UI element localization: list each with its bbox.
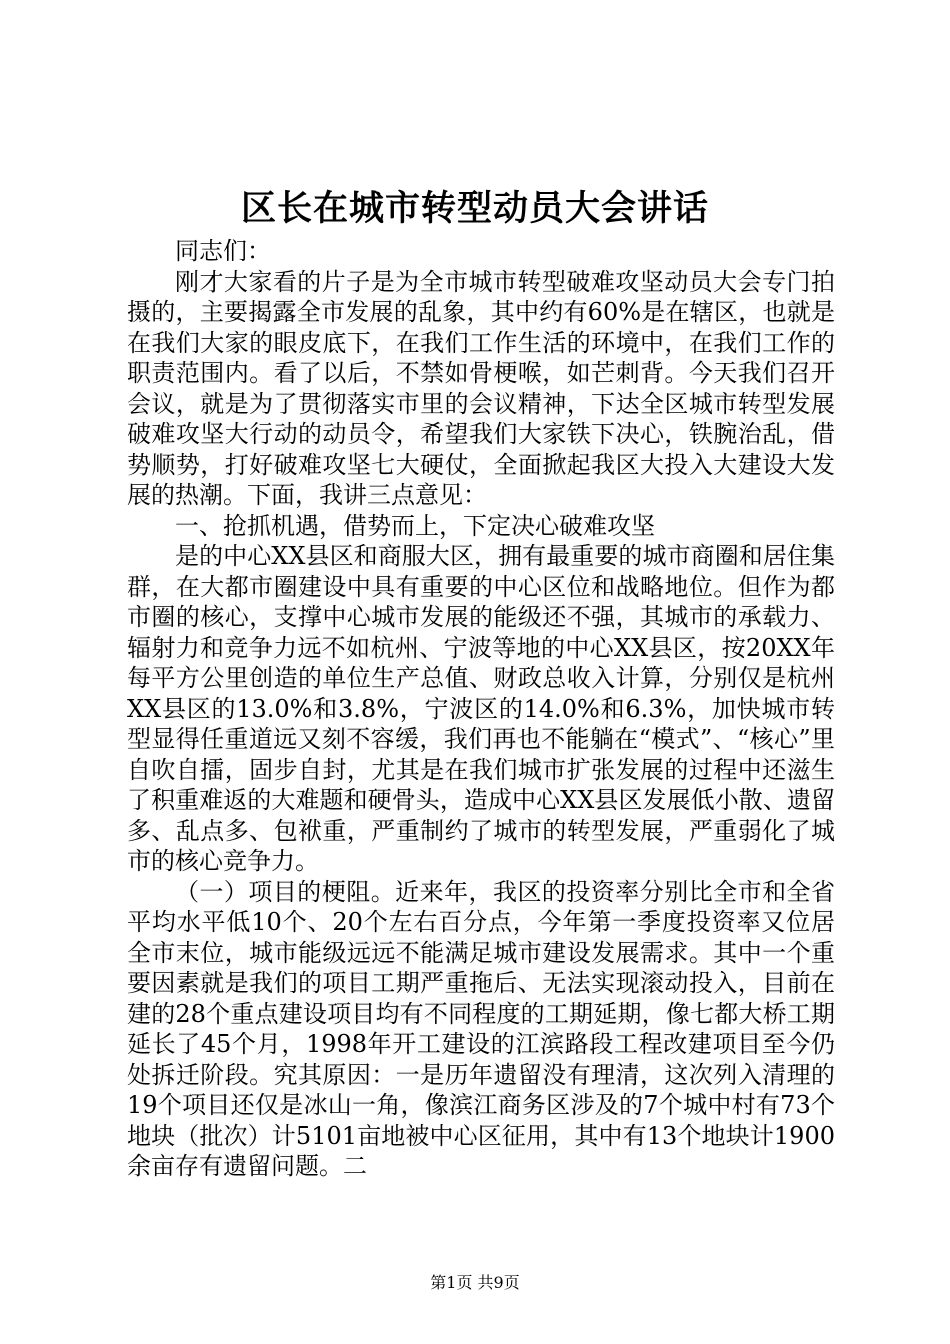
page-number-footer: 第1页 共9页 [430, 1273, 520, 1292]
body-paragraph: 是的中心XX县区和商服大区，拥有最重要的城市商圈和居住集群，在大都市圈建设中具有重要的中心区位和战略地位。但作为都市圈的核心，支撑中心城市发展的能级还不强，其城市的承载力、辐射力和竞争力远不如杭州、宁波等地的中心XX县区，按20XX年每平方公里创造的单位生产总值、财政总收入计算，分别仅是杭州XX县区的13.0%和3.8%，宁波区的14.0%和6.3%，加快城市转型显得任重道远又刻不容缓，我们再也不能躺在“模式”、“核心”里自吹自擂，固步自封，尤其是在我们城市扩张发展的过程中还滋生了积重难返的大难题和硬骨头，造成中心XX县区发展低小散、遗留多、乱点多、包袱重，严重制约了城市的转型发展，严重弱化了城市的核心竞争力。 [127, 542, 835, 875]
body-paragraph: （一）项目的梗阻。近来年，我区的投资率分别比全市和全省平均水平低10个、20个左右百分点，今年第一季度投资率又位居全市末位，城市能级远远不能满足城市建设发展需求。其中一个重要因素就是我们的项目工期严重拖后、无法实现滚动投入，目前在建的28个重点建设项目均有不同程度的工期延期，像七都大桥工期延长了45个月，1998年开工建设的江滨路段工程改建项目至今仍处拆迁阶段。究其原因：一是历年遗留没有理清，这次列入清理的19个项目还仅是冰山一角，像滨江商务区涉及的7个城中村有73个地块（批次）计5101亩地被中心区征用，其中有13个地块计1900余亩存有遗留问题。二 [127, 877, 835, 1180]
body-paragraph: 刚才大家看的片子是为全市城市转型破难攻坚动员大会专门拍摄的，主要揭露全市发展的乱象，其中约有60%是在辖区，也就是在我们大家的眼皮底下，在我们工作生活的环境中，在我们工作的职责范围内。看了以后，不禁如骨梗喉，如芒刺背。今天我们召开会议，就是为了贯彻落实市里的会议精神，下达全区城市转型发展破难攻坚大行动的动员令，希望我们大家铁下决心，铁腕治乱，借势顺势，打好破难攻坚七大硬仗，全面掀起我区大投入大建设大发展的热潮。下面，我讲三点意见： [127, 267, 835, 509]
document-body [127, 236, 835, 1182]
section-heading: 一、抢抓机遇，借势而上，下定决心破难攻坚 [175, 511, 655, 540]
salutation-paragraph: 同志们： [175, 237, 271, 265]
document-title: 区长在城市转型动员大会讲话 [240, 188, 709, 229]
